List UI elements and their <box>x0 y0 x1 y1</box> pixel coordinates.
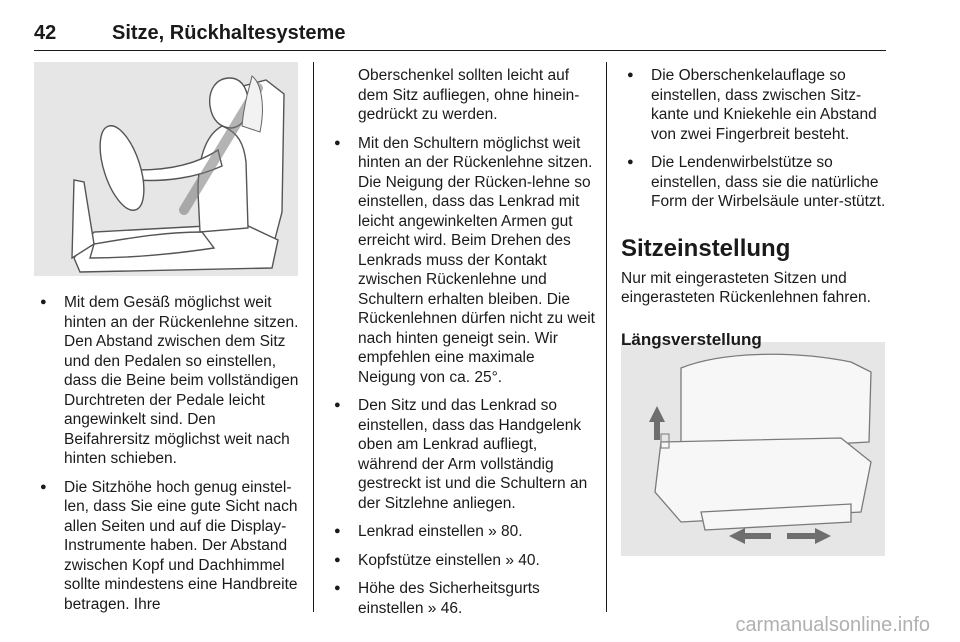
col2-bullet-list <box>328 66 596 618</box>
list-item: ● Die Oberschenkelauflage so einstellen, dass zwischen Sitz-kante und Kniekehle ein Abstand von zwei Fingerbreit besteht. <box>621 66 887 144</box>
seat-adjustment-illustration <box>621 342 885 556</box>
section-text: Nur mit eingerasteten Sitzen und eingerasteten Rückenlehnen fahren. <box>621 269 871 306</box>
subheading: Längsverstellung <box>621 329 762 349</box>
seat-drawing <box>621 342 885 556</box>
watermark: carmanualsonline.info <box>735 614 930 636</box>
seating-posture-illustration <box>34 62 298 276</box>
list-item: ● Die Sitzhöhe hoch genug einstel-len, dass Sie eine gute Sicht nach allen Seiten und auf die Display-Instrumente haben. Der Abstand zwischen Kopf und Dachhimmel sollte mindestens eine Handbreite betragen. Ihre <box>34 478 304 615</box>
list-item: ● Mit den Schultern möglichst weit hinten an der Rückenlehne sitzen. Die Neigung der Rücken-lehne so einstellen, dass das Lenkrad mit leicht angewinkelten Armen gut erreicht wird. Beim Drehen des Lenkrads muss der Kontakt zwischen Rückenlehne und Schultern erhalten bleiben. Die Rückenlehnen dürfen nicht zu weit nach hinten geneigt sein. Wir empfehlen eine maximale Neigung von ca. 25°. <box>328 134 596 388</box>
left-arrow-icon <box>729 528 771 544</box>
column-2 <box>328 66 596 627</box>
list-item: ● Die Lendenwirbelstütze so einstellen, dass sie die natürliche Form der Wirbelsäule unter-stützt. <box>621 153 887 212</box>
column-1 <box>34 293 304 623</box>
driver-seat-drawing <box>34 62 298 276</box>
list-item: ● Höhe des Sicherheitsgurts einstellen » 46. <box>328 579 596 618</box>
continued-text: Oberschenkel sollten leicht auf dem Sitz aufliegen, ohne hinein-gedrückt zu werden. <box>358 67 580 123</box>
col3-bullet-list <box>621 66 887 212</box>
list-item: ● Kopfstütze einstellen » 40. <box>328 551 596 571</box>
section-heading: Sitzeinstellung <box>621 234 791 262</box>
page-title: Sitze, Rückhaltesysteme <box>112 22 346 44</box>
col1-bullet-list <box>34 293 304 614</box>
page-number: 42 <box>34 22 57 44</box>
column-divider-1 <box>313 62 314 612</box>
list-item: ● Lenkrad einstellen » 80. <box>328 522 596 542</box>
up-arrow-icon <box>649 406 665 440</box>
page-header <box>34 22 886 51</box>
list-item: ● Den Sitz und das Lenkrad so einstellen, dass das Handgelenk oben am Lenkrad aufliegt, während der Arm vollständig gestreckt ist und die Schultern an der Sitzlehne anliegen. <box>328 396 596 513</box>
column-3 <box>621 66 887 349</box>
list-item: ● Mit dem Gesäß möglichst weit hinten an der Rückenlehne sitzen. Den Abstand zwischen dem Sitz und den Pedalen so einstellen, dass die Beine beim vollständigen Durchtreten der Pedale leicht angewinkelt sind. Den Beifahrersitz möglichst weit nach hinten schieben. <box>34 293 304 469</box>
column-divider-2 <box>606 62 607 612</box>
right-arrow-icon <box>787 528 831 544</box>
